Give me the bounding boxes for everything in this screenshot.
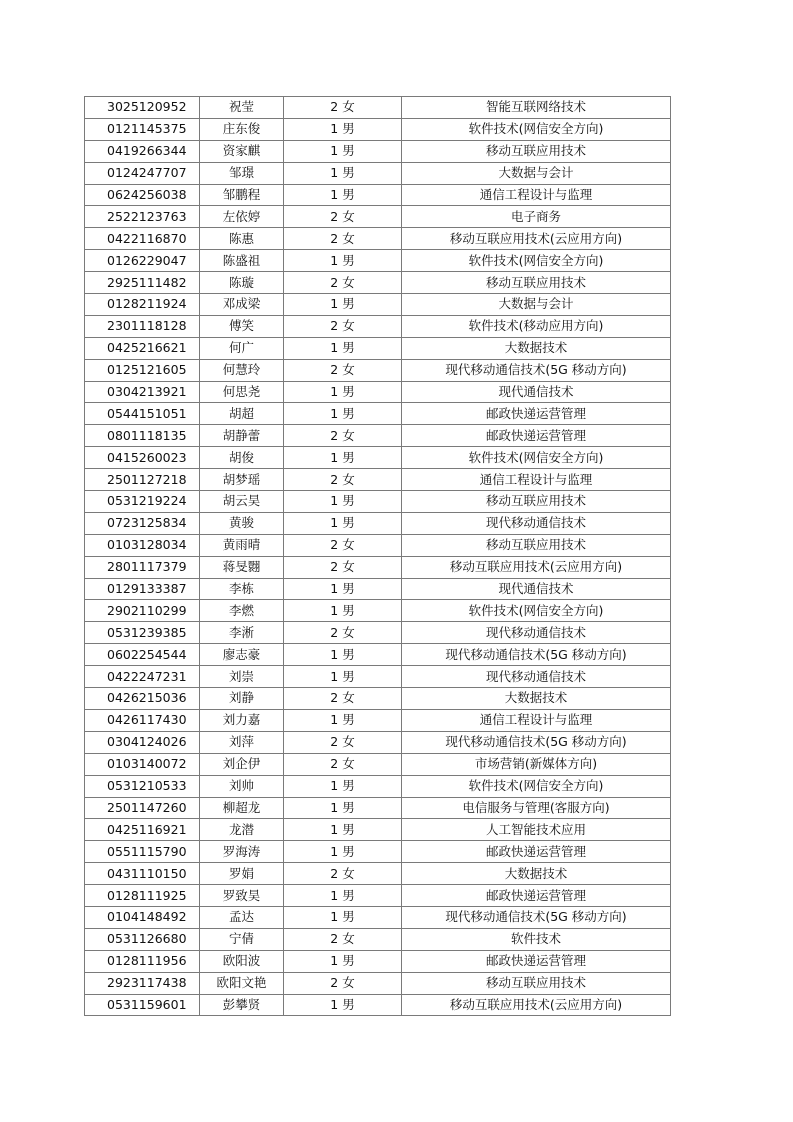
student-id-cell: 3025120952 [85, 97, 200, 119]
student-id-cell: 0128111956 [85, 950, 200, 972]
gender-cell: 1 男 [284, 775, 402, 797]
student-name-cell: 刘帅 [200, 775, 284, 797]
student-id-cell: 0125121605 [85, 359, 200, 381]
table-row [85, 447, 671, 469]
gender-cell: 2 女 [284, 359, 402, 381]
table-row [85, 841, 671, 863]
student-id-cell: 2522123763 [85, 206, 200, 228]
student-id-cell: 0426117430 [85, 709, 200, 731]
student-name-cell: 何慧玲 [200, 359, 284, 381]
gender-cell: 2 女 [284, 97, 402, 119]
table-row [85, 359, 671, 381]
table-row [85, 337, 671, 359]
major-cell: 邮政快递运营管理 [402, 885, 671, 907]
major-cell: 通信工程设计与监理 [402, 469, 671, 491]
gender-cell: 1 男 [284, 994, 402, 1016]
student-id-cell: 0531219224 [85, 491, 200, 513]
gender-cell: 1 男 [284, 950, 402, 972]
student-name-cell: 李淅 [200, 622, 284, 644]
major-cell: 现代移动通信技术(5G 移动方向) [402, 644, 671, 666]
student-id-cell: 2902110299 [85, 600, 200, 622]
student-name-cell: 胡静蕾 [200, 425, 284, 447]
student-name-cell: 左依婷 [200, 206, 284, 228]
student-id-cell: 0124247707 [85, 162, 200, 184]
table-row [85, 928, 671, 950]
gender-cell: 1 男 [284, 797, 402, 819]
major-cell: 市场营销(新媒体方向) [402, 753, 671, 775]
gender-cell: 1 男 [284, 600, 402, 622]
major-cell: 移动互联应用技术 [402, 491, 671, 513]
major-cell: 智能互联网络技术 [402, 97, 671, 119]
table-row [85, 140, 671, 162]
student-id-cell: 0531239385 [85, 622, 200, 644]
table-row [85, 819, 671, 841]
student-name-cell: 廖志豪 [200, 644, 284, 666]
table-row [85, 972, 671, 994]
table-row [85, 775, 671, 797]
gender-cell: 1 男 [284, 294, 402, 316]
major-cell: 软件技术(网信安全方向) [402, 447, 671, 469]
student-id-cell: 0304213921 [85, 381, 200, 403]
student-name-cell: 李燃 [200, 600, 284, 622]
table-row [85, 688, 671, 710]
student-name-cell: 黄骏 [200, 512, 284, 534]
student-id-cell: 0551115790 [85, 841, 200, 863]
student-id-cell: 0121145375 [85, 118, 200, 140]
major-cell: 现代通信技术 [402, 381, 671, 403]
major-cell: 现代移动通信技术(5G 移动方向) [402, 359, 671, 381]
table-row [85, 469, 671, 491]
student-id-cell: 0422116870 [85, 228, 200, 250]
table-row [85, 534, 671, 556]
table-row [85, 753, 671, 775]
gender-cell: 2 女 [284, 731, 402, 753]
major-cell: 大数据技术 [402, 688, 671, 710]
table-row [85, 512, 671, 534]
student-name-cell: 刘力嘉 [200, 709, 284, 731]
table-row [85, 731, 671, 753]
table-row [85, 644, 671, 666]
student-id-cell: 0531159601 [85, 994, 200, 1016]
gender-cell: 1 男 [284, 250, 402, 272]
gender-cell: 2 女 [284, 863, 402, 885]
major-cell: 大数据技术 [402, 337, 671, 359]
student-name-cell: 胡云昊 [200, 491, 284, 513]
gender-cell: 1 男 [284, 162, 402, 184]
gender-cell: 1 男 [284, 644, 402, 666]
gender-cell: 1 男 [284, 140, 402, 162]
student-id-cell: 2301118128 [85, 315, 200, 337]
student-name-cell: 刘企伊 [200, 753, 284, 775]
student-id-cell: 0602254544 [85, 644, 200, 666]
gender-cell: 2 女 [284, 534, 402, 556]
table-row [85, 600, 671, 622]
major-cell: 邮政快递运营管理 [402, 841, 671, 863]
student-id-cell: 2501147260 [85, 797, 200, 819]
student-id-cell: 0723125834 [85, 512, 200, 534]
student-name-cell: 刘萍 [200, 731, 284, 753]
gender-cell: 1 男 [284, 403, 402, 425]
student-name-cell: 罗海涛 [200, 841, 284, 863]
gender-cell: 1 男 [284, 841, 402, 863]
table-row [85, 950, 671, 972]
table-row [85, 184, 671, 206]
student-id-cell: 0103140072 [85, 753, 200, 775]
student-name-cell: 陈璇 [200, 272, 284, 294]
student-id-cell: 0531210533 [85, 775, 200, 797]
gender-cell: 1 男 [284, 885, 402, 907]
student-id-cell: 0104148492 [85, 906, 200, 928]
student-id-cell: 0431110150 [85, 863, 200, 885]
major-cell: 移动互联应用技术(云应用方向) [402, 994, 671, 1016]
table-row [85, 622, 671, 644]
student-id-cell: 0801118135 [85, 425, 200, 447]
major-cell: 大数据与会计 [402, 294, 671, 316]
student-name-cell: 资家麒 [200, 140, 284, 162]
table-row [85, 709, 671, 731]
gender-cell: 2 女 [284, 228, 402, 250]
student-name-cell: 邹鹏程 [200, 184, 284, 206]
table-row [85, 97, 671, 119]
table-row [85, 315, 671, 337]
student-name-cell: 刘静 [200, 688, 284, 710]
major-cell: 现代移动通信技术 [402, 622, 671, 644]
table-row [85, 666, 671, 688]
major-cell: 邮政快递运营管理 [402, 425, 671, 447]
gender-cell: 2 女 [284, 928, 402, 950]
major-cell: 移动互联应用技术(云应用方向) [402, 556, 671, 578]
major-cell: 电信服务与管理(客服方向) [402, 797, 671, 819]
student-name-cell: 何思尧 [200, 381, 284, 403]
gender-cell: 2 女 [284, 469, 402, 491]
table-row [85, 556, 671, 578]
gender-cell: 1 男 [284, 906, 402, 928]
student-id-cell: 0103128034 [85, 534, 200, 556]
gender-cell: 1 男 [284, 666, 402, 688]
student-name-cell: 胡梦瑶 [200, 469, 284, 491]
student-name-cell: 傅笑 [200, 315, 284, 337]
student-name-cell: 何广 [200, 337, 284, 359]
gender-cell: 2 女 [284, 972, 402, 994]
major-cell: 通信工程设计与监理 [402, 709, 671, 731]
student-name-cell: 罗娟 [200, 863, 284, 885]
table-row [85, 294, 671, 316]
table-row [85, 403, 671, 425]
table-row [85, 250, 671, 272]
student-id-cell: 0128111925 [85, 885, 200, 907]
gender-cell: 1 男 [284, 819, 402, 841]
student-id-cell: 2801117379 [85, 556, 200, 578]
major-cell: 软件技术(网信安全方向) [402, 118, 671, 140]
gender-cell: 2 女 [284, 206, 402, 228]
major-cell: 移动互联应用技术(云应用方向) [402, 228, 671, 250]
major-cell: 现代移动通信技术 [402, 512, 671, 534]
major-cell: 软件技术(网信安全方向) [402, 250, 671, 272]
major-cell: 移动互联应用技术 [402, 972, 671, 994]
student-name-cell: 陈盛祖 [200, 250, 284, 272]
table-row [85, 272, 671, 294]
student-table [84, 96, 671, 1016]
student-name-cell: 蒋旻翾 [200, 556, 284, 578]
major-cell: 大数据与会计 [402, 162, 671, 184]
gender-cell: 2 女 [284, 425, 402, 447]
student-name-cell: 龙潜 [200, 819, 284, 841]
student-id-cell: 0544151051 [85, 403, 200, 425]
student-name-cell: 柳超龙 [200, 797, 284, 819]
student-name-cell: 罗致昊 [200, 885, 284, 907]
table-row [85, 491, 671, 513]
student-id-cell: 0624256038 [85, 184, 200, 206]
table-row [85, 425, 671, 447]
student-name-cell: 李栋 [200, 578, 284, 600]
table-row [85, 797, 671, 819]
major-cell: 电子商务 [402, 206, 671, 228]
student-id-cell: 2501127218 [85, 469, 200, 491]
major-cell: 邮政快递运营管理 [402, 950, 671, 972]
student-id-cell: 0128211924 [85, 294, 200, 316]
major-cell: 现代移动通信技术(5G 移动方向) [402, 906, 671, 928]
major-cell: 软件技术(移动应用方向) [402, 315, 671, 337]
student-id-cell: 0129133387 [85, 578, 200, 600]
student-id-cell: 0531126680 [85, 928, 200, 950]
major-cell: 软件技术 [402, 928, 671, 950]
major-cell: 移动互联应用技术 [402, 272, 671, 294]
student-table-body [85, 97, 671, 1016]
gender-cell: 2 女 [284, 315, 402, 337]
student-name-cell: 欧阳文艳 [200, 972, 284, 994]
major-cell: 通信工程设计与监理 [402, 184, 671, 206]
student-name-cell: 欧阳波 [200, 950, 284, 972]
major-cell: 软件技术(网信安全方向) [402, 600, 671, 622]
table-row [85, 863, 671, 885]
student-name-cell: 黄雨晴 [200, 534, 284, 556]
major-cell: 移动互联应用技术 [402, 534, 671, 556]
student-name-cell: 庄东俊 [200, 118, 284, 140]
major-cell: 大数据技术 [402, 863, 671, 885]
gender-cell: 2 女 [284, 753, 402, 775]
student-name-cell: 宁倩 [200, 928, 284, 950]
student-name-cell: 胡俊 [200, 447, 284, 469]
gender-cell: 1 男 [284, 578, 402, 600]
gender-cell: 1 男 [284, 709, 402, 731]
student-id-cell: 0415260023 [85, 447, 200, 469]
table-row [85, 228, 671, 250]
major-cell: 人工智能技术应用 [402, 819, 671, 841]
student-id-cell: 0426215036 [85, 688, 200, 710]
student-id-cell: 0126229047 [85, 250, 200, 272]
table-row [85, 578, 671, 600]
table-row [85, 206, 671, 228]
table-row [85, 906, 671, 928]
gender-cell: 2 女 [284, 688, 402, 710]
table-row [85, 994, 671, 1016]
gender-cell: 1 男 [284, 381, 402, 403]
student-id-cell: 0304124026 [85, 731, 200, 753]
student-name-cell: 祝莹 [200, 97, 284, 119]
student-id-cell: 2923117438 [85, 972, 200, 994]
gender-cell: 2 女 [284, 272, 402, 294]
table-row [85, 118, 671, 140]
student-id-cell: 0425116921 [85, 819, 200, 841]
major-cell: 移动互联应用技术 [402, 140, 671, 162]
student-name-cell: 陈惠 [200, 228, 284, 250]
gender-cell: 1 男 [284, 184, 402, 206]
gender-cell: 1 男 [284, 491, 402, 513]
student-id-cell: 2925111482 [85, 272, 200, 294]
student-name-cell: 彭攀贤 [200, 994, 284, 1016]
table-row [85, 162, 671, 184]
student-id-cell: 0425216621 [85, 337, 200, 359]
major-cell: 现代移动通信技术 [402, 666, 671, 688]
table-row [85, 381, 671, 403]
student-name-cell: 孟达 [200, 906, 284, 928]
student-id-cell: 0419266344 [85, 140, 200, 162]
student-name-cell: 邹璟 [200, 162, 284, 184]
student-name-cell: 刘崇 [200, 666, 284, 688]
gender-cell: 2 女 [284, 556, 402, 578]
student-name-cell: 胡超 [200, 403, 284, 425]
major-cell: 软件技术(网信安全方向) [402, 775, 671, 797]
gender-cell: 2 女 [284, 622, 402, 644]
student-name-cell: 邓成梁 [200, 294, 284, 316]
major-cell: 邮政快递运营管理 [402, 403, 671, 425]
student-id-cell: 0422247231 [85, 666, 200, 688]
table-row [85, 885, 671, 907]
gender-cell: 1 男 [284, 118, 402, 140]
gender-cell: 1 男 [284, 337, 402, 359]
major-cell: 现代通信技术 [402, 578, 671, 600]
major-cell: 现代移动通信技术(5G 移动方向) [402, 731, 671, 753]
gender-cell: 1 男 [284, 447, 402, 469]
gender-cell: 1 男 [284, 512, 402, 534]
